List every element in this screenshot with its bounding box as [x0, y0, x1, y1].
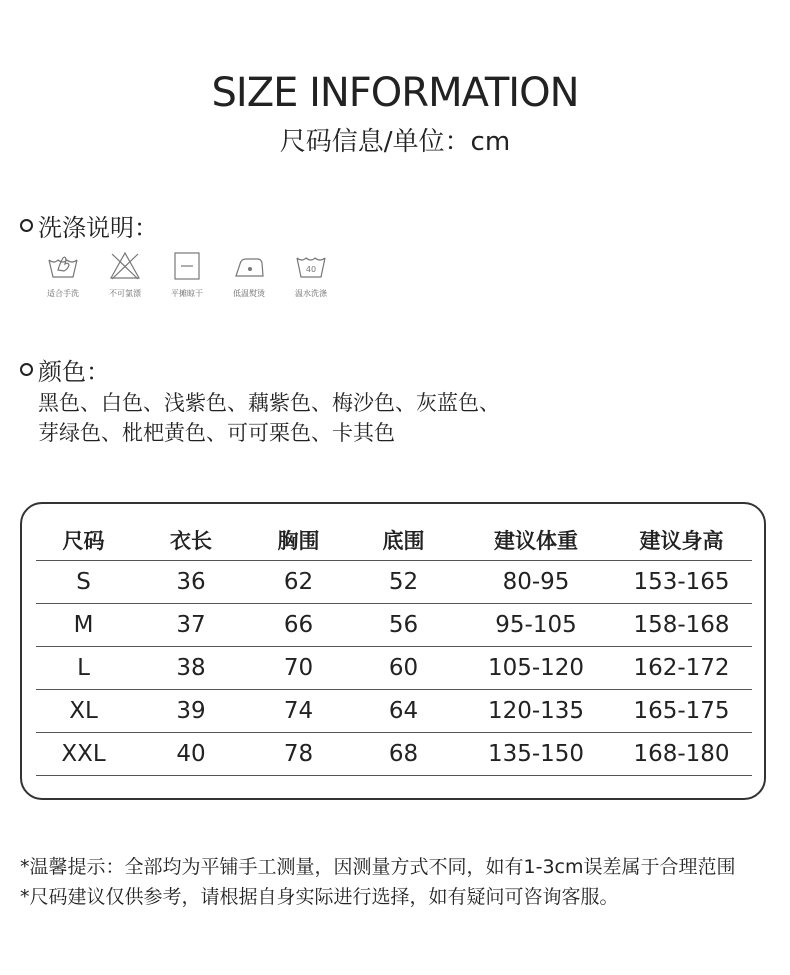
cell-height: 168-180	[611, 733, 752, 776]
measurement-note: *温馨提示：全部均为平铺手工测量，因测量方式不同，如有1-3cm误差属于合理范围	[20, 856, 736, 878]
care-label: 适合手洗	[47, 289, 79, 298]
cell-size: S	[36, 561, 131, 604]
header-size: 尺码	[62, 529, 105, 553]
size-table	[36, 520, 752, 776]
hand-wash-icon	[46, 250, 80, 282]
cell-size: XXL	[36, 733, 131, 776]
header-weight: 建议体重	[494, 529, 578, 553]
cell-size: L	[36, 647, 131, 690]
cell-length: 36	[131, 561, 251, 604]
cell-chest: 74	[251, 690, 346, 733]
table-row	[36, 733, 752, 776]
care-item-low-iron	[218, 250, 280, 299]
care-item-warm-wash	[280, 250, 342, 299]
cell-height: 158-168	[611, 604, 752, 647]
cell-height: 162-172	[611, 647, 752, 690]
table-header-row	[36, 520, 752, 561]
cell-height: 153-165	[611, 561, 752, 604]
bullet-icon	[20, 363, 33, 376]
color-line-1: 黑色、白色、浅紫色、藕紫色、梅沙色、灰蓝色、	[38, 391, 500, 415]
cell-weight: 80-95	[461, 561, 611, 604]
cell-weight: 95-105	[461, 604, 611, 647]
low-iron-icon	[232, 250, 266, 282]
size-table-box	[20, 502, 766, 800]
cell-size: XL	[36, 690, 131, 733]
cell-chest: 78	[251, 733, 346, 776]
cell-weight: 135-150	[461, 733, 611, 776]
page-subtitle: 尺码信息/单位：cm	[279, 127, 511, 157]
care-section-heading	[20, 208, 158, 243]
table-row	[36, 561, 752, 604]
size-advice-note: *尺码建议仅供参考，请根据自身实际进行选择，如有疑问可咨询客服。	[20, 886, 619, 908]
cell-hem: 64	[346, 690, 461, 733]
cell-length: 40	[131, 733, 251, 776]
warm-wash-icon	[294, 250, 328, 282]
cell-weight: 120-135	[461, 690, 611, 733]
dry-flat-icon	[170, 250, 204, 282]
care-item-dry-flat	[156, 250, 218, 299]
cell-chest: 70	[251, 647, 346, 690]
table-row	[36, 604, 752, 647]
cell-hem: 68	[346, 733, 461, 776]
header-chest: 胸围	[277, 529, 320, 553]
cell-weight: 105-120	[461, 647, 611, 690]
table-row	[36, 647, 752, 690]
header-hem: 底围	[382, 529, 425, 553]
table-row	[36, 690, 752, 733]
cell-length: 39	[131, 690, 251, 733]
cell-chest: 62	[251, 561, 346, 604]
cell-hem: 52	[346, 561, 461, 604]
wash-temp: 40	[305, 265, 317, 274]
cell-length: 38	[131, 647, 251, 690]
bullet-icon	[20, 219, 33, 232]
care-item-no-bleach	[94, 250, 156, 299]
cell-hem: 60	[346, 647, 461, 690]
page-title: SIZE INFORMATION	[211, 70, 579, 116]
care-label: 温水洗涤	[295, 289, 327, 298]
cell-hem: 56	[346, 604, 461, 647]
care-label: 平摊晾干	[171, 289, 203, 298]
color-list	[38, 388, 500, 448]
cell-height: 165-175	[611, 690, 752, 733]
cell-length: 37	[131, 604, 251, 647]
care-label: 低温熨烫	[233, 289, 265, 298]
colors-heading-text: 颜色：	[38, 358, 110, 386]
header-height: 建议身高	[639, 529, 724, 553]
header-length: 衣长	[170, 529, 212, 553]
colors-section-heading	[20, 352, 110, 387]
care-label: 不可氯漂	[109, 289, 141, 298]
care-icons	[32, 250, 342, 299]
color-line-2: 芽绿色、枇杷黄色、可可栗色、卡其色	[38, 421, 395, 445]
care-heading-text: 洗涤说明：	[38, 214, 158, 242]
care-item-hand-wash	[32, 250, 94, 299]
no-bleach-icon	[108, 250, 142, 282]
cell-chest: 66	[251, 604, 346, 647]
cell-size: M	[36, 604, 131, 647]
